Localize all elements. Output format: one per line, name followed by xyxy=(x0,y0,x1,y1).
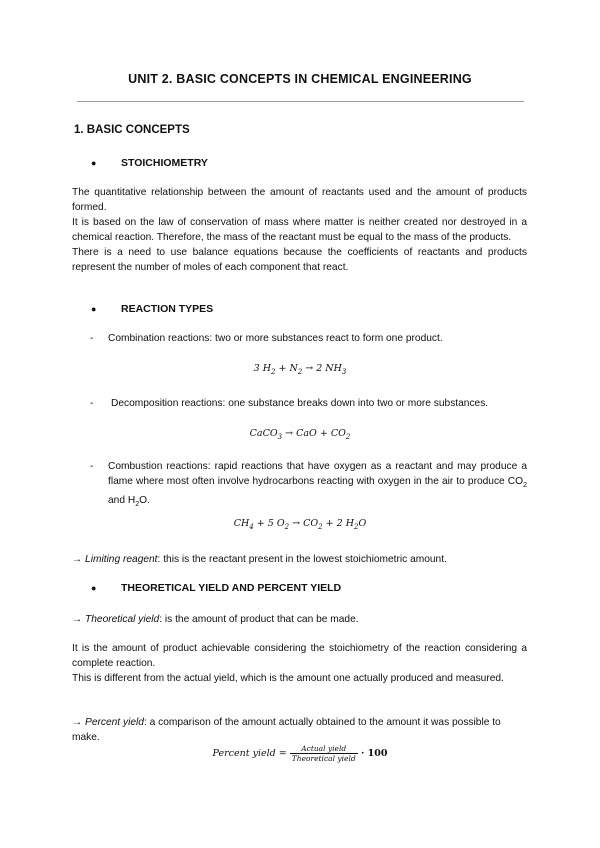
yield-heading xyxy=(91,582,341,594)
percent-yield-formula: Percent yield = $\frac{\text{Actual yield}}{\text{Theoretical yield}}$ · 100 xyxy=(212,744,388,763)
page-title: UNIT 2. BASIC CONCEPTS IN CHEMICAL ENGINEERING xyxy=(128,72,472,86)
yield-paragraph-2: This is different from the actual yield, which is the amount one actually produced and measured. xyxy=(72,673,504,684)
section-heading: 1. BASIC CONCEPTS xyxy=(74,124,190,136)
arrow-icon: → xyxy=(72,554,86,565)
reaction-types-heading xyxy=(91,303,213,315)
bullet-icon: ● xyxy=(91,583,97,593)
arrow-icon: → xyxy=(72,614,86,625)
yield-paragraph-1: It is the amount of product achievable considering the stoichiometry of the reaction considering a complete reaction. xyxy=(72,643,527,669)
list-dash: - xyxy=(90,333,94,344)
yield-fraction: $\frac{\text{Actual yield}}{\text{Theoretical yield}}$ xyxy=(291,744,356,763)
yield-heading-text: THEORETICAL YIELD AND PERCENT YIELD xyxy=(121,582,342,594)
equation-combustion: $CH_4 + 5$ $O_2 \to CO_2 + 2$ $H_2O$ xyxy=(233,518,367,531)
reaction-types-heading-text: REACTION TYPES xyxy=(121,303,214,315)
decomposition-reaction-text: Decomposition reactions: one substance breaks down into two or more substances. xyxy=(111,398,489,409)
stoichiometry-text xyxy=(72,185,527,275)
stoich-paragraph-3: There is a need to use balance equations because the coefficients of reactants and products represent the number of moles of each component that react. xyxy=(72,247,527,273)
stoichiometry-heading-text: STOICHIOMETRY xyxy=(121,157,208,169)
list-dash: - xyxy=(90,461,94,472)
bullet-icon: ● xyxy=(91,158,97,168)
bullet-icon: ● xyxy=(91,304,97,314)
list-dash: - xyxy=(90,398,94,409)
yield-text xyxy=(72,641,527,686)
percent-yield-note: → Percent yield: a comparison of the amount actually obtained to the amount it was possible to make. xyxy=(72,717,501,743)
stoichiometry-heading xyxy=(91,157,208,169)
stoich-paragraph-2: It is based on the law of conservation of mass where matter is neither created nor destroyed in a chemical reaction. Therefore, the mass of the reactant must be equal to the mass of the products. xyxy=(72,217,527,243)
title-divider xyxy=(77,101,524,102)
limiting-reagent-note: → Limiting reagent: this is the reactant present in the lowest stoichiometric amount. xyxy=(72,554,447,565)
stoich-paragraph-1: The quantitative relationship between the amount of reactants used and the amount of products formed. xyxy=(72,187,527,213)
equation-decomposition: CaCO$_3$ → CaO + $CO_2$ xyxy=(249,428,351,441)
combination-reaction-text: Combination reactions: two or more substances react to form one product. xyxy=(108,333,443,344)
arrow-icon: → xyxy=(72,717,86,728)
theoretical-yield-note: → Theoretical yield: is the amount of product that can be made. xyxy=(72,614,359,625)
equation-combination: 3 $H_2 + N_2 \to 2$ $NH_3$ xyxy=(253,363,347,376)
combustion-reaction-text: Combustion reactions: rapid reactions that have oxygen as a reactant and may produce a flame where most often involve hydrocarbons reacting with oxygen in the air to produce $CO_2$ and $H_2O$. xyxy=(108,461,527,509)
